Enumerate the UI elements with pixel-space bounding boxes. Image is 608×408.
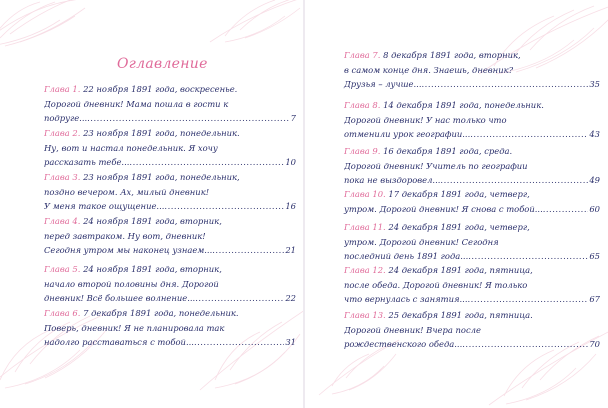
toc-entry[interactable] [344,308,600,352]
chapter-date: 16 декабря 1891 года, среда. [383,146,513,156]
chapter-label: Глава 10. [344,189,386,199]
toc-entry-last-line [44,291,296,306]
toc-entry-last-line [44,155,296,170]
dot-leader [195,291,284,306]
toc-entry-line: перед завтраком. Ну вот, дневник! [44,230,206,241]
page-number: 31 [285,337,296,347]
chapter-label: Глава 1. [44,84,81,94]
toc-entry[interactable] [44,214,296,258]
toc-entry-text: пока не выздоровел... [344,175,441,185]
toc-entry-line: Дорогой дневник! Мама пошла в гости к [44,98,229,109]
chapter-date: 8 декабря 1891 года, вторник, [383,50,521,60]
toc-entry-first-line [44,262,296,277]
dot-leader [422,77,589,92]
page-number: 7 [290,113,296,123]
toc-entry[interactable] [344,48,600,92]
toc-entry-first-line [344,220,600,235]
toc-entry[interactable] [44,170,296,214]
toc-entry-line: утром. Дорогой дневник! Сегодня [344,236,499,247]
toc-entry-text: утром. Дорогой дневник! Я снова с тобой... [344,203,543,214]
chapter-label: Глава 11. [344,222,386,232]
toc-entry-text: что вернулась с занятия... [344,294,468,304]
page-number: 65 [589,251,600,261]
toc-entry-line: Дорогой дневник! У нас только что [344,114,507,125]
toc-entry-last-line [44,111,296,126]
toc-entry-text: рассказать тебе... [44,157,130,167]
toc-entry-first-line [344,98,600,113]
chapter-date: 23 ноября 1891 года, понедельник. [83,128,240,138]
dot-leader [543,202,589,217]
chapter-date: 17 декабря 1891 года, четверг, [388,189,530,199]
chapter-date: 24 ноября 1891 года, вторник, [83,264,222,274]
toc-entry-last-line [44,243,296,258]
toc-entry-text: Сегодня утром мы наконец узнаем... [44,245,213,255]
chapter-label: Глава 4. [44,216,81,226]
chapter-date: 7 декабря 1891 года, понедельник. [83,308,239,318]
page-number: 49 [589,175,600,185]
chapter-date: 22 ноября 1891 года, воскресенье. [83,84,238,94]
toc-entry[interactable] [344,220,600,264]
toc-entry-first-line [344,308,600,323]
toc-entry-line: в самом конце дня. Знаешь, дневник? [344,64,514,75]
toc-entry-text: рождественского обеда... [344,339,463,349]
page-number: 21 [285,245,296,255]
toc-entry-line: Дорогой дневник! Учитель по географии [344,160,528,171]
toc-entry-line: Поверь, дневник! Я не планировала так [44,322,225,333]
dot-leader [164,199,284,214]
toc-entry[interactable] [44,82,296,126]
toc-entry-last-line [44,335,296,350]
chapter-date: 23 ноября 1891 года, понедельник, [83,172,240,182]
toc-entry-text: последний день 1891 года... [344,251,469,261]
dot-leader [470,127,588,142]
toc-heading: Оглавление [117,56,208,72]
dot-leader [129,155,284,170]
toc-entry-line: начало второй половины дня. Дорогой [44,278,219,289]
toc-entry-last-line [344,249,600,264]
toc-entry-text: подруге... [44,113,88,123]
toc-entry-line: Ну, вот и настал понедельник. Я хочу [44,142,218,153]
dot-leader [212,243,284,258]
chapter-date: 24 декабря 1891 года, четверг, [388,222,530,232]
toc-entry[interactable] [344,98,600,142]
toc-entry-first-line [344,187,600,202]
chapter-label: Глава 3. [44,172,81,182]
toc-entry-first-line [44,214,296,229]
chapter-date: 14 декабря 1891 года, понедельник. [383,100,544,110]
dot-leader [194,335,284,350]
toc-entry-last-line [344,202,600,217]
chapter-date: 24 декабря 1891 года, пятница, [388,265,533,275]
toc-entry-text: Друзья – лучше... [344,79,422,89]
toc-entry-last-line [344,127,600,142]
dot-leader [87,111,290,126]
toc-entry-last-line [344,292,600,307]
chapter-label: Глава 8. [344,100,381,110]
page-number: 16 [285,201,296,211]
toc-entry[interactable] [44,262,296,306]
chapter-label: Глава 9. [344,146,381,156]
chapter-label: Глава 2. [44,128,81,138]
dot-leader [468,249,588,264]
chapter-label: Глава 5. [44,264,81,274]
toc-entry-first-line [44,82,296,97]
toc-entry[interactable] [344,144,600,188]
chapter-label: Глава 7. [344,50,381,60]
toc-entry-line: Дорогой дневник! Вчера после [344,324,481,335]
toc-entry-text: дневник! Всё большее волнение... [44,293,196,303]
toc-entry-first-line [344,48,600,63]
toc-entry-line: поздно вечером. Ах, милый дневник! [44,186,210,197]
toc-entry-text: У меня такое ощущение... [44,201,165,211]
dot-leader [440,173,588,188]
chapter-label: Глава 13. [344,310,386,320]
toc-entry-last-line [44,199,296,214]
dot-leader [468,292,589,307]
chapter-label: Глава 6. [44,308,81,318]
toc-entry-text: надолго расставаться с тобой... [44,337,194,347]
toc-entry-last-line [344,77,600,92]
toc-entry-first-line [344,263,600,278]
feather-decoration-icon [0,0,100,60]
chapter-label: Глава 12. [344,265,386,275]
toc-entry[interactable] [44,306,296,350]
right-page [304,0,608,408]
page-number: 10 [285,157,296,167]
chapter-date: 24 ноября 1891 года, вторник, [83,216,222,226]
page-number: 22 [285,293,296,303]
toc-entry-text: отменили урок географии... [344,129,471,139]
toc-entry[interactable] [44,126,296,170]
toc-entry-first-line [44,126,296,141]
page-number: 43 [589,129,600,139]
toc-entry-line: после обеда. Дорогой дневник! Я только [344,279,528,290]
toc-entry-last-line [344,337,600,352]
toc-entry-first-line [344,144,600,159]
feather-decoration-icon [200,0,304,52]
toc-entry-first-line [44,306,296,321]
page-number: 67 [589,294,600,304]
toc-entry-last-line [344,173,600,188]
page-number: 60 [589,203,600,214]
chapter-date: 25 декабря 1891 года, пятница. [388,310,533,320]
toc-entry[interactable] [344,263,600,307]
dot-leader [462,337,588,352]
toc-entry-first-line [44,170,296,185]
page-number: 35 [589,79,600,89]
toc-entry[interactable] [344,187,600,216]
page-number: 70 [589,339,600,349]
